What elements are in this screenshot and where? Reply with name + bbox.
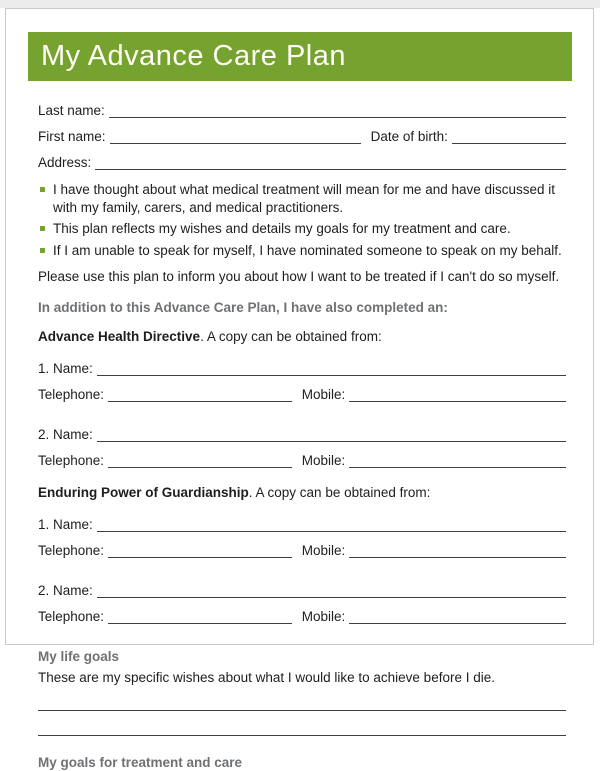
life-goals-input-line2[interactable] [38, 711, 566, 736]
mobile-label: Mobile: [301, 453, 346, 468]
life-goals-heading: My life goals [38, 649, 120, 664]
life-goals-description: These are my specific wishes about what I would like to achieve before I die. [38, 670, 495, 685]
mobile-label: Mobile: [301, 543, 346, 558]
intro-bullet-list [38, 181, 566, 259]
ahd-contact1-telephone-input[interactable] [108, 385, 292, 402]
bullet-text: I have thought about what medical treatment will mean for me and have discussed it with my family, carers, and medical practitioners. [53, 182, 556, 215]
last-name-row [38, 98, 566, 118]
spacer [38, 564, 566, 578]
mobile-label: Mobile: [301, 387, 346, 402]
name-label: 2. Name: [38, 583, 93, 598]
epg-contact1-mobile-input[interactable] [349, 541, 566, 558]
telephone-label: Telephone: [38, 453, 105, 468]
doc-title-enduring-power-of-guardianship [38, 484, 566, 501]
dob-label: Date of birth: [370, 129, 448, 144]
ahd-contact1-name-row [38, 356, 566, 376]
name-label: 2. Name: [38, 427, 93, 442]
name-label: 1. Name: [38, 361, 93, 376]
doc-name-bold: Advance Health Directive [38, 329, 201, 344]
first-name-label: First name: [38, 129, 106, 144]
square-bullet-icon [40, 187, 45, 192]
spacer [38, 408, 566, 422]
intro-note: Please use this plan to inform you about how I want to be treated if I can't do so myself. [38, 269, 560, 284]
bullet-text: If I am unable to speak for myself, I have nominated someone to speak on my behalf. [53, 242, 562, 258]
treatment-goals-heading: My goals for treatment and care [38, 755, 243, 770]
epg-contact2-mobile-input[interactable] [349, 607, 566, 624]
page-top-margin [0, 0, 600, 8]
address-row [38, 150, 566, 170]
last-name-label: Last name: [38, 103, 105, 118]
doc-title-suffix: . A copy can be obtained from: [200, 329, 382, 344]
name-label: 1. Name: [38, 517, 93, 532]
form-content [6, 81, 593, 771]
ahd-contact2-name-input[interactable] [97, 425, 566, 442]
epg-contact1-telephone-input[interactable] [108, 541, 292, 558]
epg-contact2-phone-row [38, 604, 566, 624]
epg-contact1-name-input[interactable] [97, 515, 566, 532]
life-goals-input-line1[interactable] [38, 686, 566, 711]
ahd-contact2-name-row [38, 422, 566, 442]
bullet-item [38, 220, 566, 238]
page-title: My Advance Care Plan [41, 40, 346, 72]
first-name-dob-row [38, 124, 566, 144]
doc-title-advance-health-directive [38, 328, 566, 345]
completed-section-heading: In addition to this Advance Care Plan, I have also completed an: [38, 300, 448, 315]
epg-contact1-name-row [38, 512, 566, 532]
last-name-input[interactable] [109, 101, 566, 118]
telephone-label: Telephone: [38, 609, 105, 624]
epg-contact1-phone-row [38, 538, 566, 558]
mobile-label: Mobile: [301, 609, 346, 624]
ahd-contact1-mobile-input[interactable] [349, 385, 566, 402]
header-bar [28, 32, 572, 81]
bullet-text: This plan reflects my wishes and details my goals for my treatment and care. [53, 221, 511, 236]
square-bullet-icon [40, 226, 45, 231]
bullet-item [38, 181, 566, 216]
epg-contact2-telephone-input[interactable] [108, 607, 292, 624]
address-label: Address: [38, 155, 92, 170]
address-input[interactable] [95, 153, 566, 170]
square-bullet-icon [40, 248, 45, 253]
bullet-item [38, 242, 566, 260]
ahd-contact1-name-input[interactable] [97, 359, 566, 376]
first-name-input[interactable] [110, 127, 361, 144]
document-page [5, 8, 594, 770]
dob-input[interactable] [452, 127, 566, 144]
epg-contact2-name-input[interactable] [97, 581, 566, 598]
telephone-label: Telephone: [38, 543, 105, 558]
ahd-contact2-mobile-input[interactable] [349, 451, 566, 468]
doc-title-suffix: . A copy can be obtained from: [248, 485, 431, 500]
ahd-contact1-phone-row [38, 382, 566, 402]
epg-contact2-name-row [38, 578, 566, 598]
doc-name-bold: Enduring Power of Guardianship [38, 485, 249, 500]
ahd-contact2-telephone-input[interactable] [108, 451, 292, 468]
ahd-contact2-phone-row [38, 448, 566, 468]
telephone-label: Telephone: [38, 387, 105, 402]
